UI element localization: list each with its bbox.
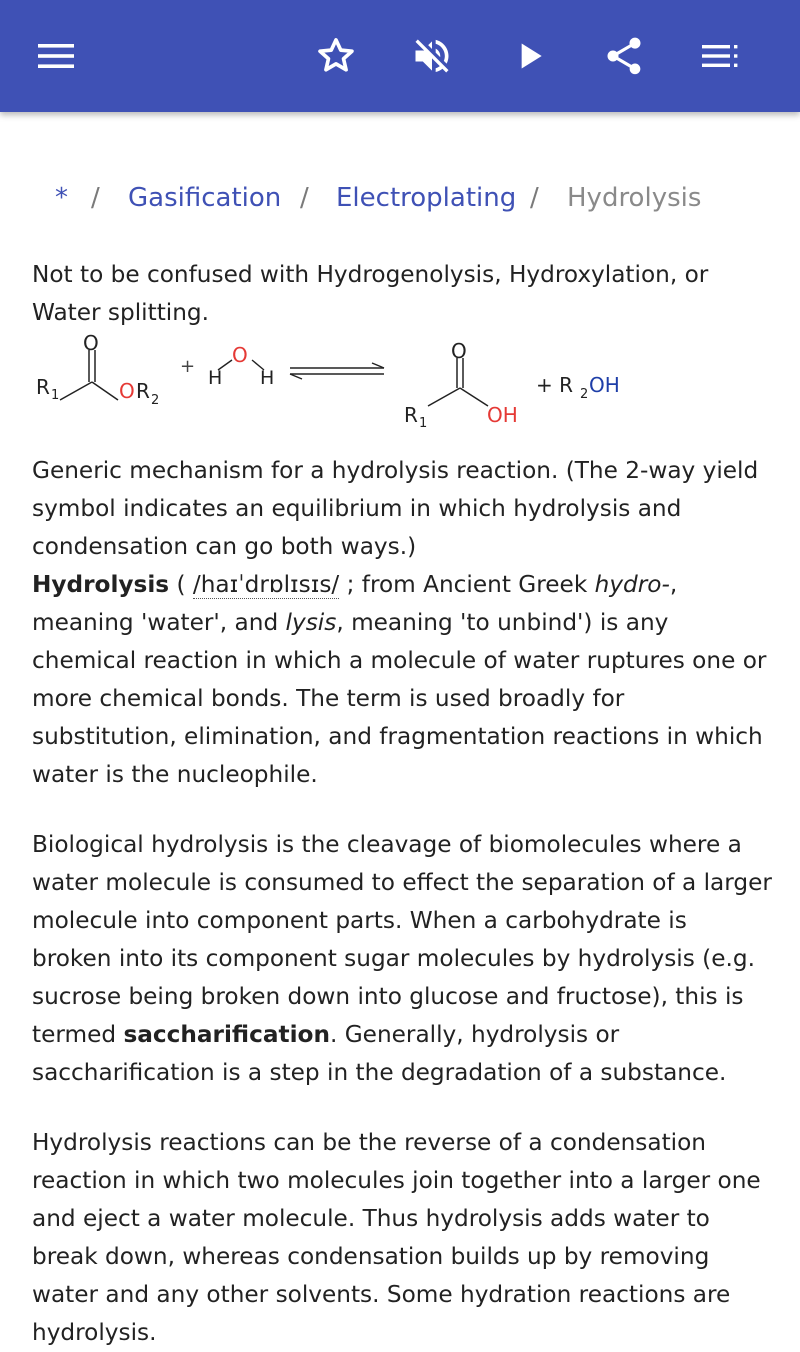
condensation-paragraph: Hydrolysis reactions can be the reverse of a condensation reaction in which two molecules join together into a larger one and eject a water molecule. Thus hydrolysis adds water to break down, whereas condensation builds up by removing water and any other solvents. Some hydration reactions are hydrolysis. xyxy=(32,1129,761,1346)
water-oxygen-label: O xyxy=(232,343,248,367)
acid-r-label: R xyxy=(404,403,418,427)
ester-r-label: R xyxy=(36,375,50,399)
hydrolysis-reaction-figure xyxy=(32,332,772,450)
acid-r-subscript: 1 xyxy=(419,416,428,431)
carboxylic-acid-molecule xyxy=(404,339,518,431)
water-molecule xyxy=(208,343,274,389)
ester-or-subscript: 2 xyxy=(151,393,160,408)
equilibrium-arrow-icon xyxy=(290,363,384,379)
contents-button[interactable] xyxy=(692,28,748,84)
product-hydroxyl-label: OH xyxy=(589,373,620,397)
menu-button[interactable] xyxy=(28,28,84,84)
menu-icon xyxy=(36,36,76,76)
hatnote: Not to be confused with Hydrogenolysis, Hydroxylation, or Water splitting. xyxy=(32,261,709,326)
ipa-pronunciation-link[interactable]: /haɪˈdrɒlɪsɪs/ xyxy=(192,571,340,598)
breadcrumb-separator: / xyxy=(530,183,539,213)
breadcrumb-current: Hydrolysis xyxy=(567,183,702,213)
intro-open-paren: ( xyxy=(169,571,193,598)
star-outline-icon xyxy=(314,34,358,78)
water-hydrogen-label: H xyxy=(208,367,223,389)
breadcrumb-separator: / xyxy=(91,183,100,213)
mute-button[interactable] xyxy=(404,28,460,84)
article-content xyxy=(32,256,772,1352)
share-icon xyxy=(602,34,646,78)
volume-off-icon xyxy=(410,34,454,78)
ester-r-subscript: 1 xyxy=(51,388,60,403)
paragraph-text: . Generally, hydrolysis or saccharification is a step in the degradation of a substance. xyxy=(32,1021,727,1086)
breadcrumb-item-electroplating[interactable]: Electroplating xyxy=(336,183,517,213)
intro-paragraph xyxy=(32,566,772,794)
biological-hydrolysis-paragraph xyxy=(32,826,772,1092)
breadcrumb-separator: / xyxy=(300,183,309,213)
ester-molecule xyxy=(36,332,159,408)
paragraph-text: Biological hydrolysis is the cleavage of biomolecules where a water molecule is consumed to effect the separation of a larger molecule into component parts. When a carbohydrate is broken into its component sugar molecules by hydrolysis (e.g. sucrose being broken down into glucose and fructose), this is termed xyxy=(32,831,772,1048)
saccharification-term: saccharification xyxy=(123,1021,330,1048)
water-hydrogen-label: H xyxy=(260,367,275,389)
acid-oxygen-label: O xyxy=(451,339,467,363)
breadcrumb-item-gasification[interactable]: Gasification xyxy=(128,183,282,213)
ester-or-r-label: R xyxy=(136,379,150,403)
ester-or-oxygen-label: O xyxy=(119,379,135,403)
greek-lysis: lysis xyxy=(285,609,337,636)
play-icon xyxy=(510,36,550,76)
playlist-icon xyxy=(700,36,740,76)
plus-sign: + xyxy=(180,356,196,377)
intro-term: Hydrolysis xyxy=(32,571,170,598)
product-plus-r-label: + R xyxy=(536,373,574,397)
intro-meaning-text: , meaning 'water', and xyxy=(32,571,678,636)
intro-definition-text: , meaning 'to unbind') is any chemical reaction in which a molecule of water ruptures one or more chemical bonds. The term is used broadly for substitution, elimination, and fragmentation reactions in which water is the nucleophile. xyxy=(32,609,767,788)
figure-caption: Generic mechanism for a hydrolysis reaction. (The 2-way yield symbol indicates an equilibrium in which hydrolysis and condensation can go both ways.) xyxy=(32,457,759,560)
alcohol-product xyxy=(536,373,620,402)
product-r-subscript: 2 xyxy=(580,387,589,402)
breadcrumb xyxy=(0,178,800,218)
ester-oxygen-label: O xyxy=(83,332,99,355)
bookmark-button[interactable] xyxy=(308,28,364,84)
acid-hydroxyl-label: OH xyxy=(487,403,518,427)
greek-hydro: hydro- xyxy=(594,571,670,598)
breadcrumb-home[interactable]: * xyxy=(55,183,68,213)
play-button[interactable] xyxy=(502,28,558,84)
intro-origin-text: ; from Ancient Greek xyxy=(339,571,595,598)
app-bar xyxy=(0,0,800,112)
share-button[interactable] xyxy=(596,28,652,84)
